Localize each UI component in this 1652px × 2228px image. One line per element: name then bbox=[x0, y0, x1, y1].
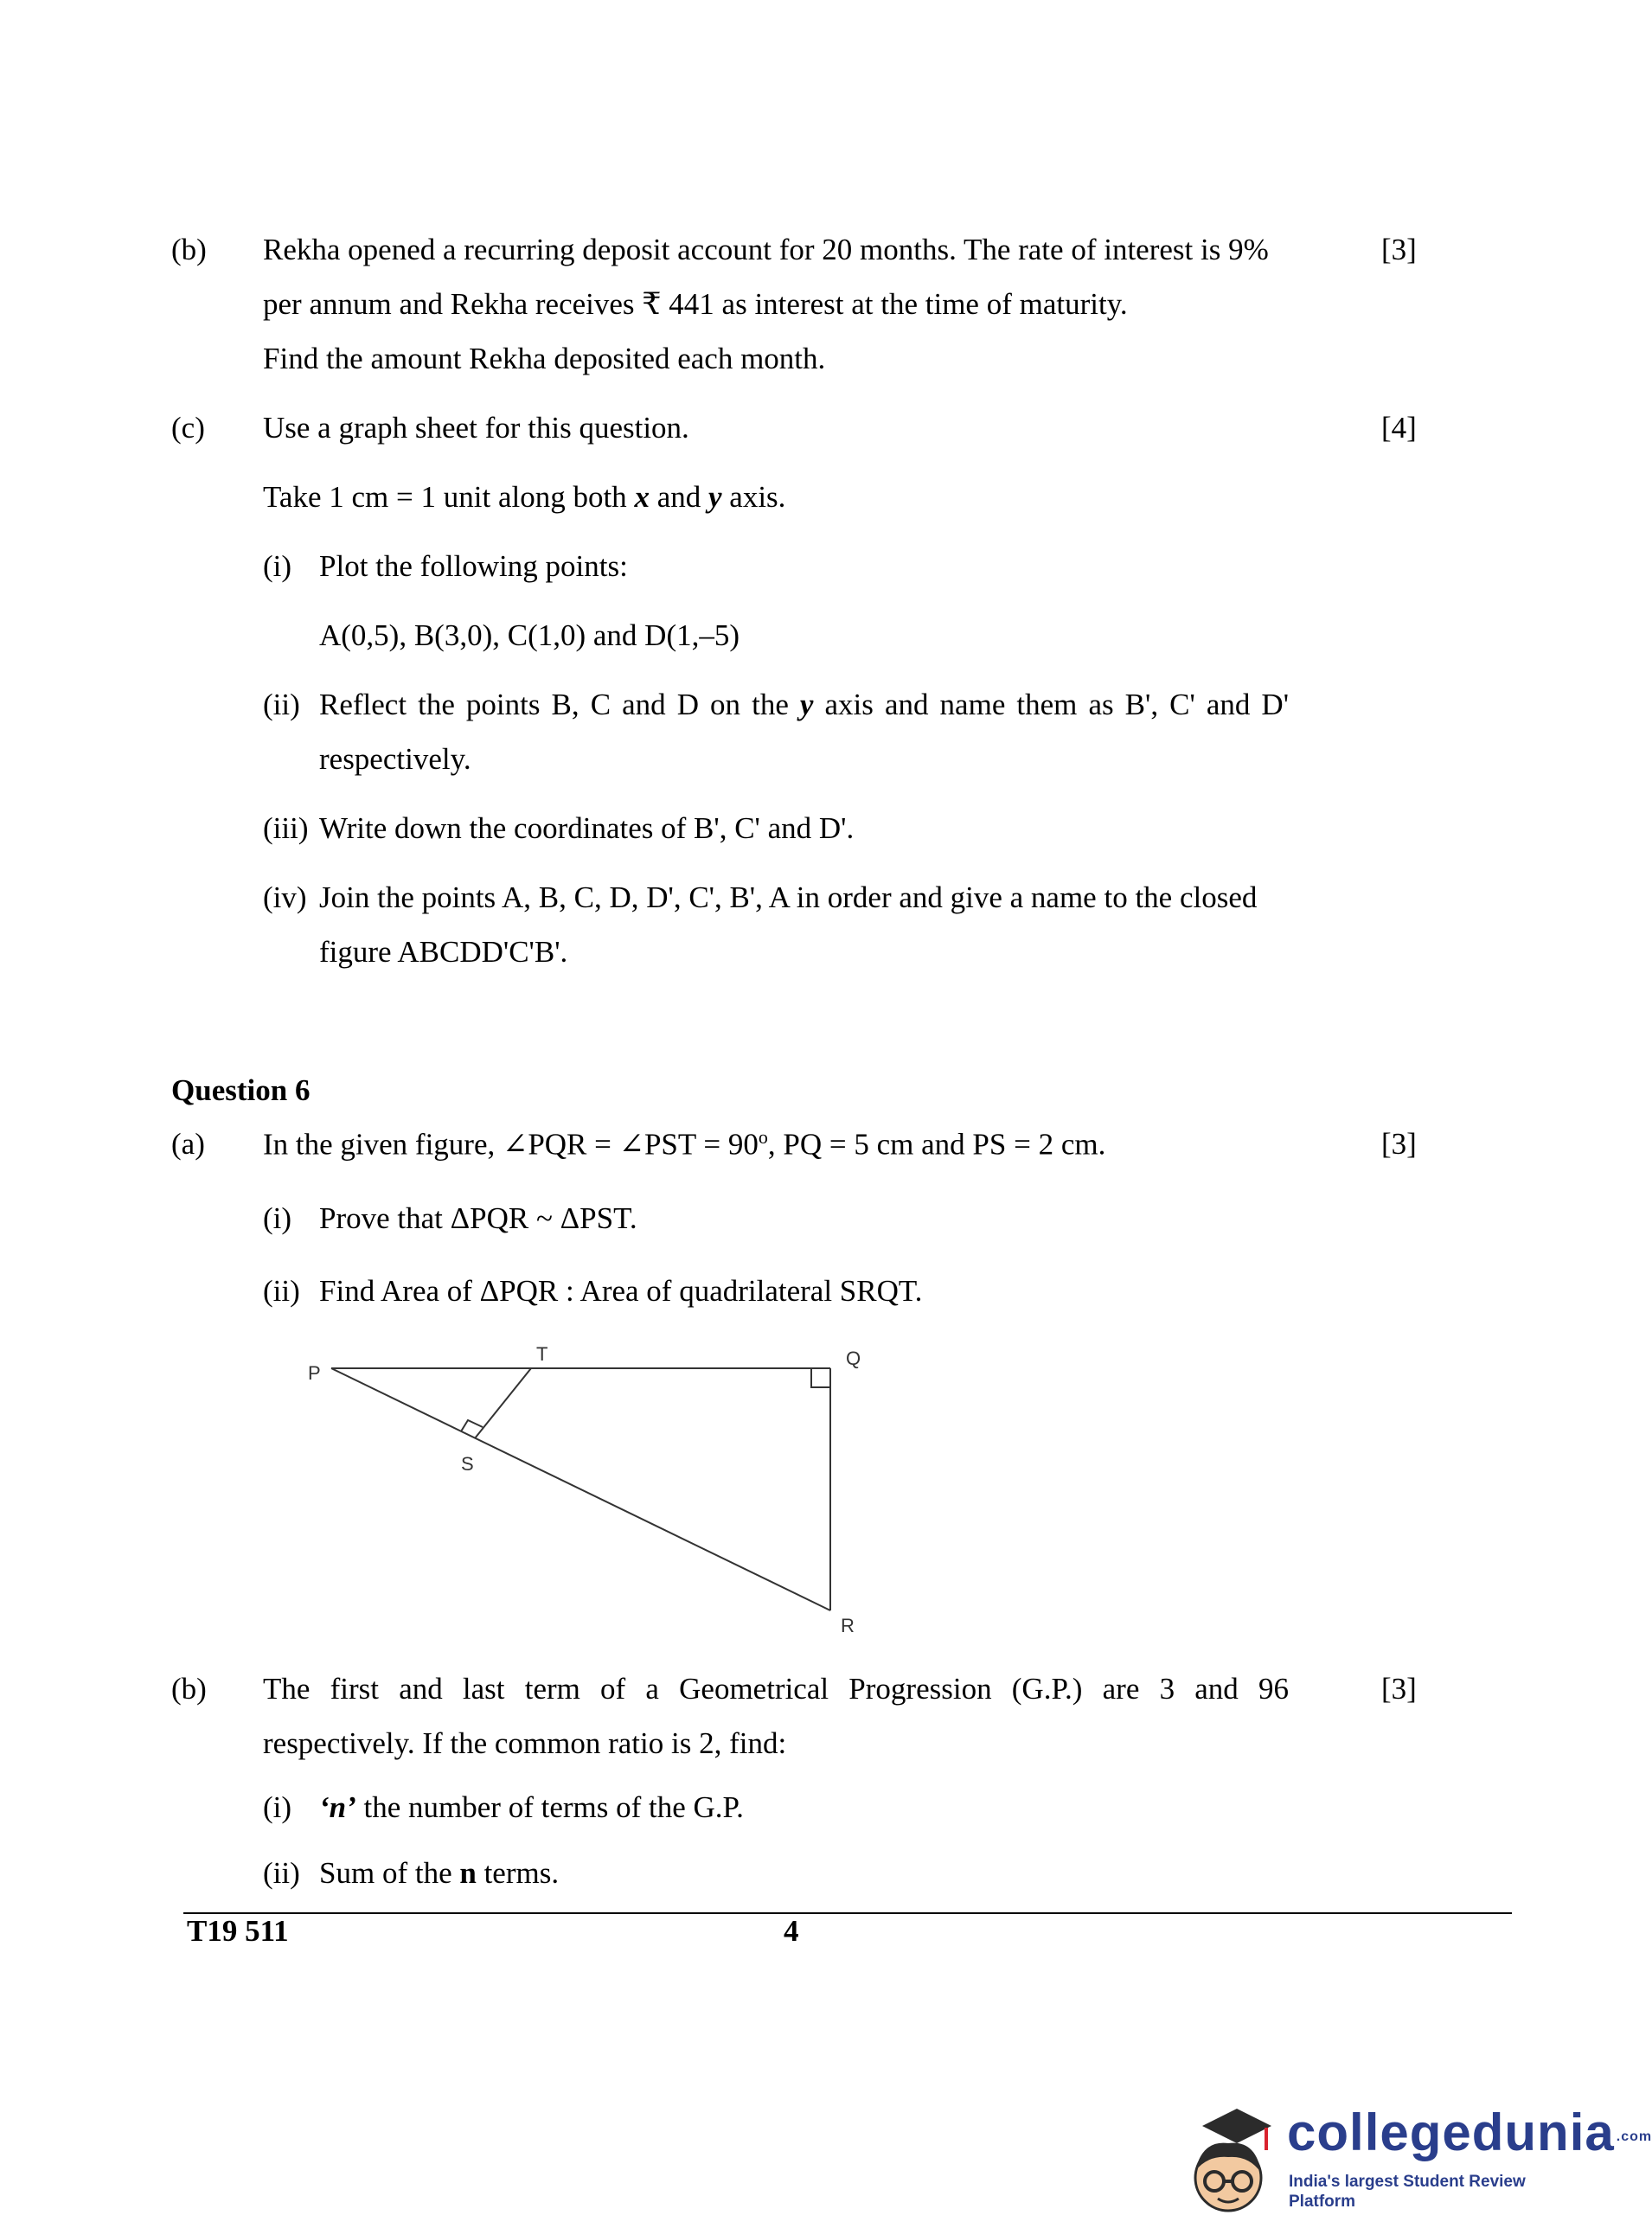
q6-heading: Question 6 bbox=[171, 1073, 311, 1107]
q5b-label: (b) bbox=[171, 233, 207, 266]
q6b-ii-num: (ii) bbox=[263, 1856, 300, 1890]
q6b-i-text: ‘n’ the number of terms of the G.P. bbox=[319, 1790, 744, 1824]
q5b-line1: Rekha opened a recurring deposit account for 20 months. The rate of interest is 9% bbox=[263, 233, 1269, 266]
label-r: R bbox=[841, 1615, 855, 1636]
page-number: 4 bbox=[784, 1914, 799, 1948]
footer-rule bbox=[183, 1912, 1512, 1914]
var-y: y bbox=[708, 480, 722, 514]
paper-code: T19 511 bbox=[187, 1914, 289, 1948]
q5c-iv-text: Join the points A, B, C, D, D', C', B', A in order and give a name to the closed bbox=[319, 880, 1258, 914]
q6b-ii-text: Sum of the n terms. bbox=[319, 1856, 560, 1890]
q5c-ii-num: (ii) bbox=[263, 688, 300, 721]
q5c-iii-text: Write down the coordinates of B', C' and D'. bbox=[319, 811, 855, 845]
label-s: S bbox=[461, 1453, 474, 1475]
label-p: P bbox=[308, 1362, 321, 1384]
q6b-line2: respectively. If the common ratio is 2, find: bbox=[263, 1726, 787, 1760]
segment-ts bbox=[475, 1368, 531, 1438]
q5c-iii-num: (iii) bbox=[263, 811, 309, 845]
side-pr bbox=[331, 1368, 830, 1610]
q6b-i-num: (i) bbox=[263, 1790, 292, 1824]
q6a-ii-text: Find Area of ΔPQR : Area of quadrilateral SRQT. bbox=[319, 1274, 923, 1308]
q5b-marks: [3] bbox=[1381, 233, 1417, 266]
label-q: Q bbox=[846, 1348, 861, 1369]
q5c-marks: [4] bbox=[1381, 411, 1417, 445]
q6b-label: (b) bbox=[171, 1672, 207, 1706]
mascot-icon bbox=[1176, 2102, 1280, 2223]
collegedunia-logo bbox=[1176, 2102, 1652, 2223]
triangle-figure bbox=[294, 1332, 917, 1643]
q5b-line3: Find the amount Rekha deposited each month. bbox=[263, 342, 826, 375]
q5c-i-text: Plot the following points: bbox=[319, 549, 628, 583]
q6a-ii-num: (ii) bbox=[263, 1274, 300, 1308]
right-angle-q bbox=[811, 1368, 830, 1387]
q5c-line1: Use a graph sheet for this question. bbox=[263, 411, 689, 445]
q5c-ii-text: Reflect the points B, C and D on the y axis and name them as B', C' and D' bbox=[319, 688, 1290, 721]
var-x: x bbox=[634, 480, 650, 514]
q5b-line2: per annum and Rekha receives ₹ 441 as interest at the time of maturity. bbox=[263, 287, 1128, 321]
q6b-marks: [3] bbox=[1381, 1672, 1417, 1706]
q6a-stem: In the given figure, ∠PQR = ∠PST = $90^o$, PQ = 5 cm and PS = 2 cm. bbox=[263, 1126, 1106, 1162]
logo-wordmark: collegedunia .com bbox=[1287, 2103, 1652, 2161]
q6b-line1: The first and last term of a Geometrical Progression (G.P.) are 3 and 96 bbox=[263, 1672, 1289, 1706]
label-t: T bbox=[536, 1343, 548, 1365]
q5c-i-num: (i) bbox=[263, 549, 292, 583]
q5c-iv-num: (iv) bbox=[263, 880, 307, 914]
q5c-ii-cont: respectively. bbox=[319, 742, 471, 776]
q6a-i-text: Prove that ΔPQR ~ ΔPST. bbox=[319, 1201, 637, 1235]
logo-tagline: India's largest Student Review Platform bbox=[1289, 2173, 1526, 2211]
q5c-points: A(0,5), B(3,0), C(1,0) and D(1,–5) bbox=[319, 618, 740, 652]
q5c-iv-cont: figure ABCDD'C'B'. bbox=[319, 935, 568, 969]
right-angle-s bbox=[461, 1420, 483, 1431]
q6a-i-num: (i) bbox=[263, 1201, 292, 1235]
q5c-label: (c) bbox=[171, 411, 205, 445]
q5c-take-line: Take 1 cm = 1 unit along both x and y axis. bbox=[263, 480, 786, 514]
q6a-label: (a) bbox=[171, 1127, 205, 1161]
q6a-marks: [3] bbox=[1381, 1127, 1417, 1161]
